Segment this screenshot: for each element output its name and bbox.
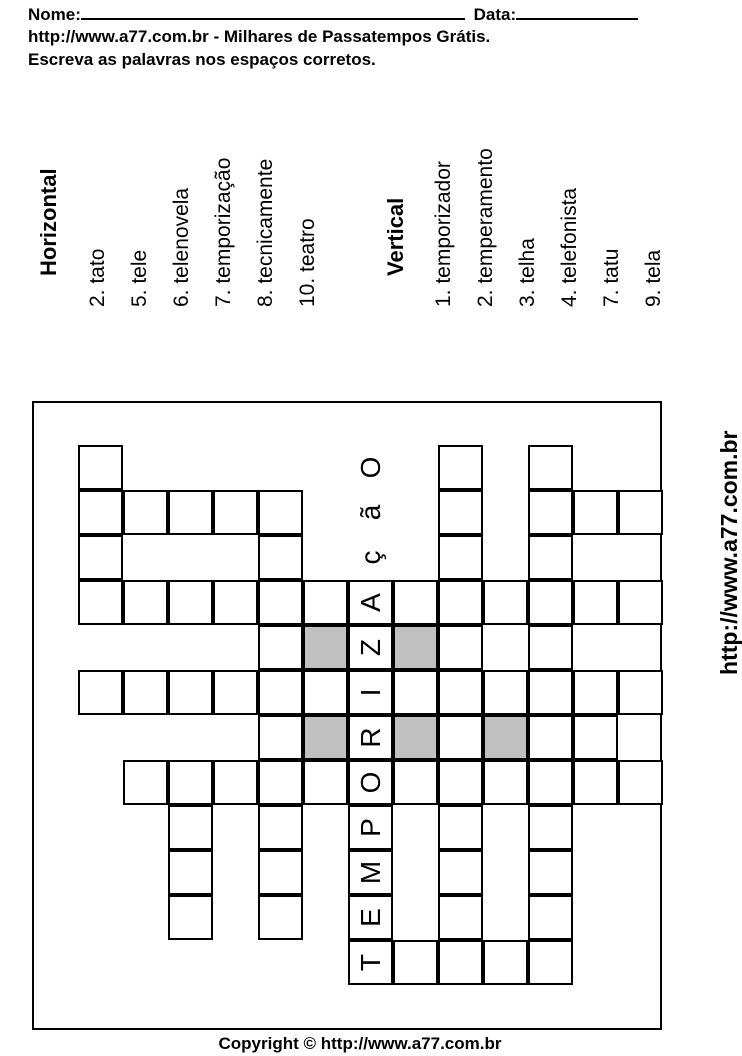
crossword-cell[interactable] <box>438 445 483 490</box>
crossword-cell[interactable] <box>438 895 483 940</box>
crossword-cell[interactable] <box>168 580 213 625</box>
crossword-cell[interactable] <box>258 670 303 715</box>
crossword-cell[interactable] <box>528 490 573 535</box>
crossword-cell[interactable] <box>528 850 573 895</box>
crossword-cell[interactable] <box>438 940 483 985</box>
crossword-cell[interactable] <box>303 580 348 625</box>
date-blank[interactable] <box>516 3 638 20</box>
vertical-clue: 7. tatu <box>600 248 623 307</box>
horizontal-clue: 2. tato <box>86 248 109 307</box>
crossword-cell[interactable] <box>123 670 168 715</box>
name-blank[interactable] <box>81 3 465 20</box>
crossword-cell[interactable] <box>618 760 663 805</box>
crossword-letter: I <box>354 688 386 697</box>
crossword-cell[interactable] <box>438 715 483 760</box>
crossword-cell[interactable] <box>438 625 483 670</box>
crossword-letter: P <box>354 818 386 837</box>
crossword-cell[interactable] <box>168 490 213 535</box>
crossword-cell[interactable] <box>258 625 303 670</box>
crossword-cell[interactable] <box>168 895 213 940</box>
crossword-cell[interactable] <box>258 715 303 760</box>
crossword-cell[interactable] <box>78 445 123 490</box>
crossword-cell[interactable] <box>528 670 573 715</box>
crossword-cell[interactable] <box>78 535 123 580</box>
crossword-cell[interactable] <box>258 760 303 805</box>
crossword-cell[interactable] <box>573 490 618 535</box>
crossword-cell[interactable] <box>618 670 663 715</box>
crossword-cell[interactable] <box>573 670 618 715</box>
horizontal-clue: 8. tecnicamente <box>254 158 277 307</box>
horizontal-clue: 6. telenovela <box>170 187 193 307</box>
crossword-letter: ç <box>354 550 386 565</box>
crossword-letter: Z <box>354 638 386 657</box>
crossword-cell[interactable] <box>483 760 528 805</box>
crossword-cell[interactable] <box>213 580 258 625</box>
crossword-cell[interactable] <box>438 580 483 625</box>
crossword-cell[interactable] <box>483 580 528 625</box>
crossword-cell[interactable] <box>438 535 483 580</box>
crossword-cell[interactable] <box>528 760 573 805</box>
crossword-cell[interactable] <box>123 760 168 805</box>
crossword-cell[interactable] <box>528 580 573 625</box>
crossword-cell[interactable] <box>438 490 483 535</box>
vertical-clue: 2. temperamento <box>474 148 497 307</box>
crossword-cell[interactable] <box>528 535 573 580</box>
horizontal-clue: 10. teatro <box>296 218 319 307</box>
crossword-cell[interactable] <box>213 760 258 805</box>
crossword-cell[interactable] <box>258 895 303 940</box>
crossword-cell[interactable] <box>393 580 438 625</box>
crossword-cell[interactable] <box>258 850 303 895</box>
name-label: Nome: <box>28 5 81 24</box>
crossword-cell[interactable] <box>393 625 438 670</box>
crossword-cell[interactable] <box>78 670 123 715</box>
crossword-cell[interactable] <box>213 490 258 535</box>
crossword-cell[interactable] <box>483 715 528 760</box>
crossword-cell[interactable] <box>573 715 618 760</box>
crossword-cell[interactable] <box>573 760 618 805</box>
crossword-letter: ã <box>354 504 386 521</box>
crossword-cell[interactable] <box>618 490 663 535</box>
crossword-cell[interactable] <box>393 760 438 805</box>
crossword-cell[interactable] <box>168 805 213 850</box>
crossword-cell[interactable] <box>618 580 663 625</box>
crossword-cell[interactable] <box>78 490 123 535</box>
crossword-cell[interactable] <box>528 625 573 670</box>
site-line: http://www.a77.com.br - Milhares de Passatempos Grátis. <box>28 27 491 46</box>
crossword-letter: E <box>354 908 386 927</box>
crossword-cell[interactable] <box>303 760 348 805</box>
side-url: http://www.a77.com.br <box>716 430 742 675</box>
horizontal-clue: 7. temporização <box>212 157 235 307</box>
crossword-cell[interactable] <box>168 670 213 715</box>
crossword-letter: A <box>354 593 386 612</box>
crossword-cell[interactable] <box>393 940 438 985</box>
vertical-clue: 9. tela <box>642 249 665 307</box>
instruction-line: Escreva as palavras nos espaços corretos. <box>28 50 376 69</box>
crossword-cell[interactable] <box>258 580 303 625</box>
crossword-cell[interactable] <box>258 805 303 850</box>
crossword-cell[interactable] <box>438 670 483 715</box>
crossword-cell[interactable] <box>438 805 483 850</box>
crossword-cell[interactable] <box>168 850 213 895</box>
crossword-frame <box>32 401 662 1030</box>
crossword-cell[interactable] <box>483 940 528 985</box>
crossword-cell[interactable] <box>528 895 573 940</box>
horizontal-clue: 5. tele <box>128 249 151 307</box>
crossword-cell[interactable] <box>303 670 348 715</box>
crossword-cell[interactable] <box>78 580 123 625</box>
vertical-heading: Vertical <box>383 197 408 276</box>
crossword-cell[interactable] <box>528 940 573 985</box>
crossword-cell[interactable] <box>393 670 438 715</box>
crossword-cell[interactable] <box>213 670 258 715</box>
crossword-cell[interactable] <box>168 760 213 805</box>
crossword-letter: T <box>354 953 386 972</box>
crossword-letter: O <box>354 771 386 794</box>
crossword-letter: M <box>354 860 386 885</box>
crossword-cell[interactable] <box>528 805 573 850</box>
date-label: Data: <box>473 5 517 24</box>
copyright: Copyright © http://www.a77.com.br <box>218 1034 502 1053</box>
horizontal-heading: Horizontal <box>36 168 61 276</box>
crossword-cell[interactable] <box>123 490 168 535</box>
crossword-cell[interactable] <box>258 535 303 580</box>
crossword-cell[interactable] <box>393 715 438 760</box>
crossword-letter: O <box>354 456 386 479</box>
crossword-cell[interactable] <box>303 625 348 670</box>
crossword-letter: R <box>354 727 386 748</box>
crossword-cell[interactable] <box>573 580 618 625</box>
crossword-cell[interactable] <box>438 760 483 805</box>
crossword-cell[interactable] <box>483 670 528 715</box>
vertical-clue: 1. temporizador <box>432 161 455 307</box>
crossword-cell[interactable] <box>528 715 573 760</box>
crossword-cell[interactable] <box>123 580 168 625</box>
crossword-cell[interactable] <box>528 445 573 490</box>
crossword-cell[interactable] <box>438 850 483 895</box>
name-date-line <box>28 3 638 25</box>
crossword-cell[interactable] <box>258 490 303 535</box>
crossword-cell[interactable] <box>303 715 348 760</box>
vertical-clue: 4. telefonista <box>558 187 581 307</box>
vertical-clue: 3. telha <box>516 238 539 307</box>
